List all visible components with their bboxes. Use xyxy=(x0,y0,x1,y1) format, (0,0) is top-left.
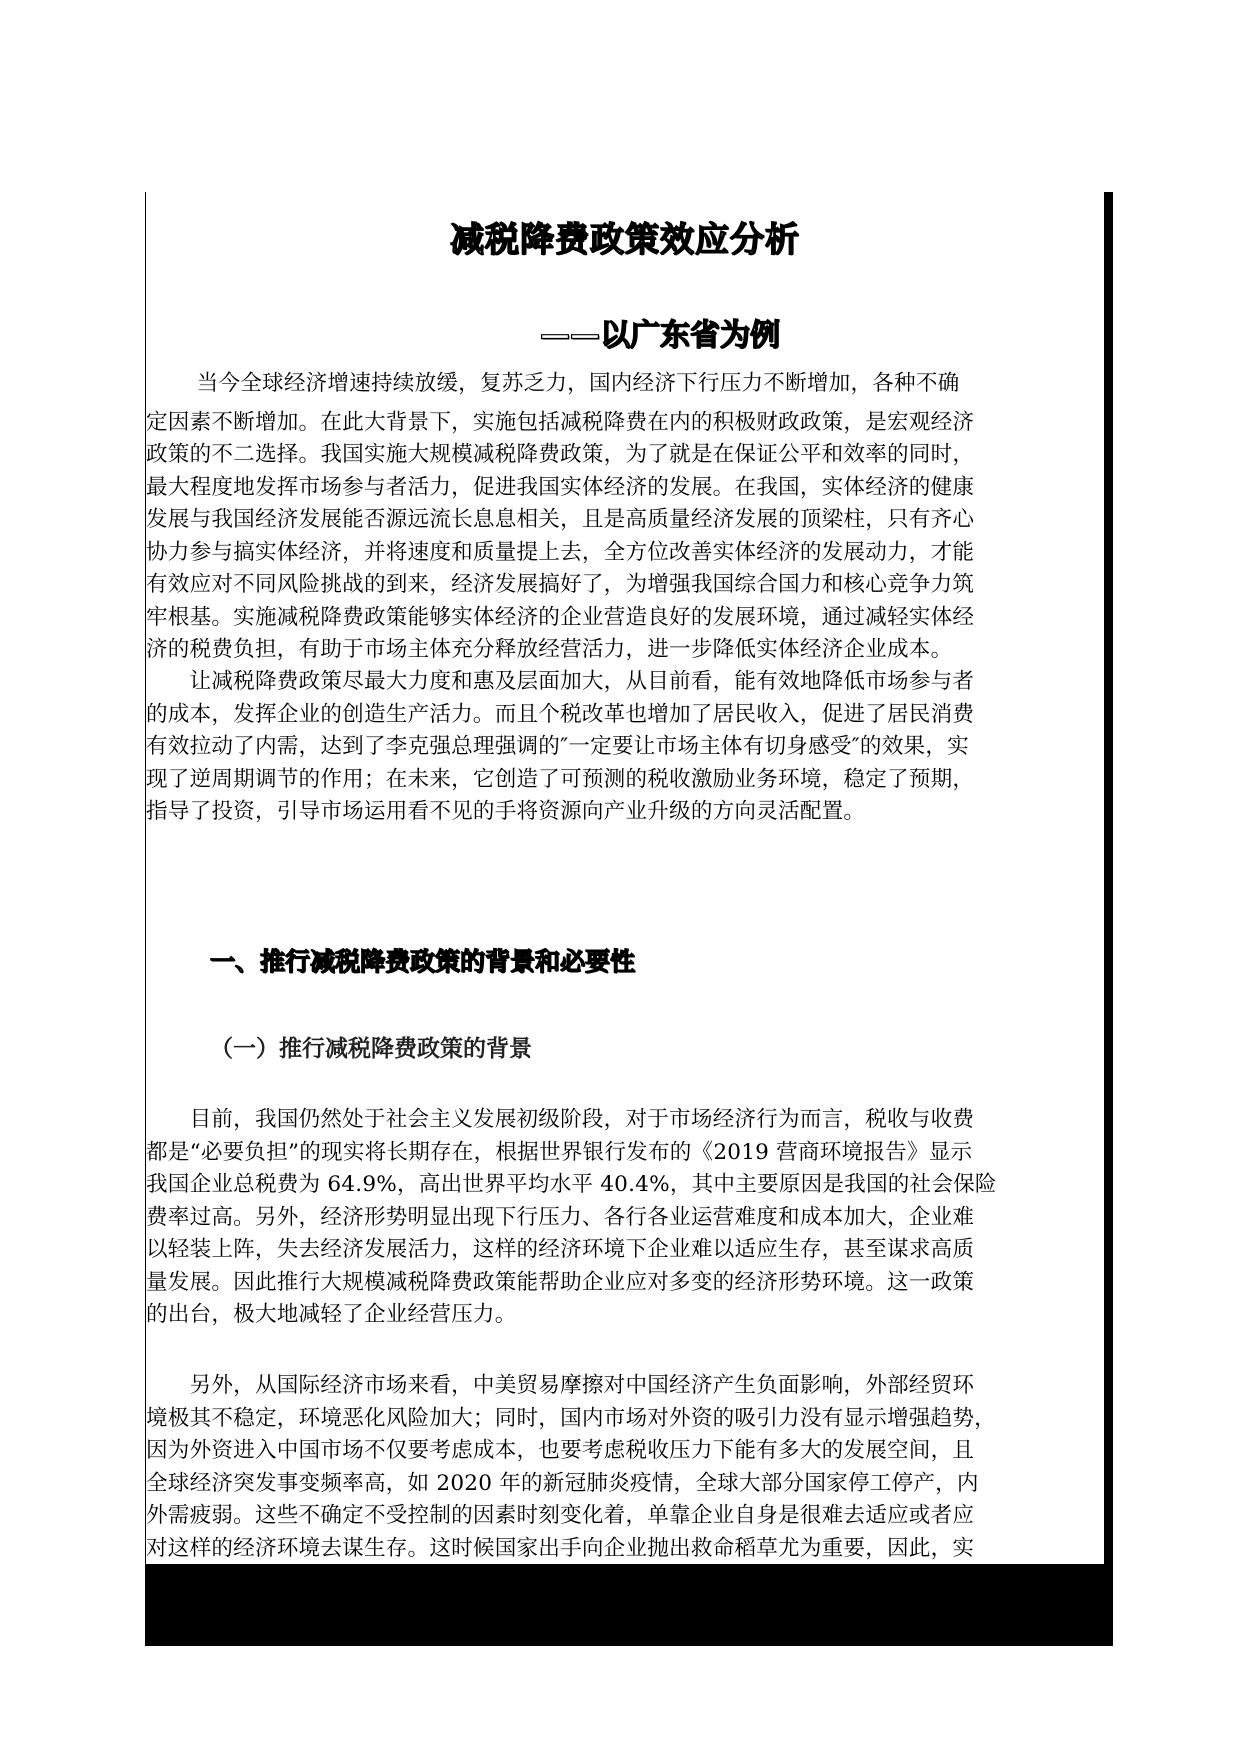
text-line: 的出台，极大地减轻了企业经营压力。 xyxy=(146,1302,517,1327)
text-line: 定因素不断增加。在此大背景下，实施包括减税降费在内的积极财政政策，是宏观经济 xyxy=(146,409,975,435)
text-line: 济的税费负担，有助于市场主体充分释放经营活力，进一步降低实体经济企业成本。 xyxy=(146,637,953,662)
text-line: 的成本，发挥企业的创造生产活力。而且个税改革也增加了居民收入，促进了居民消费 xyxy=(146,701,975,727)
text-line: 都是“必要负担”的现实将长期存在，根据世界银行发布的《2019 营商环境报告》显示 xyxy=(146,1139,973,1165)
page-bottom-redaction-block xyxy=(145,1564,1113,1646)
text-line: 发展与我国经济发展能否源远流长息息相关，且是高质量经济发展的顶梁柱，只有齐心 xyxy=(146,507,975,532)
text-line: 政策的不二选择。我国实施大规模减税降费政策，为了就是在保证公平和效率的同时， xyxy=(146,442,975,467)
text-line: 对这样的经济环境去谋生存。这时候国家出手向企业抛出救命稻草尤为重要，因此，实 xyxy=(146,1535,975,1561)
text-line: 指导了投资，引导市场运用看不见的手将资源向产业升级的方向灵活配置。 xyxy=(146,799,866,824)
text-line: 费率过高。另外，经济形势明显出现下行压力、各行各业运营难度和成本加大，企业难 xyxy=(146,1204,975,1230)
paragraph-intro xyxy=(146,368,1104,667)
text-line: 现了逆周期调节的作用；在未来，它创造了可预测的税收激励业务环境，稳定了预期， xyxy=(146,766,975,792)
text-line: 牢根基。实施减税降费政策能够实体经济的企业营造良好的发展环境，通过减轻实体经 xyxy=(146,604,975,630)
text-line: 当今全球经济增速持续放缓，复苏乏力，国内经济下行压力不断增加，各种不确 xyxy=(146,371,960,396)
text-line: 目前，我国仍然处于社会主义发展初级阶段，对于市场经济行为而言，税收与收费 xyxy=(146,1107,975,1132)
paragraph-background xyxy=(146,1104,1104,1332)
paragraph-policy-effects xyxy=(146,666,1104,829)
text-line: 有效拉动了内需，达到了李克强总理强调的″一定要让市场主体有切身感受″的效果，实 xyxy=(146,734,969,759)
text-line: 协力参与搞实体经济，并将速度和质量提上去，全方位改善实体经济的发展动力，才能 xyxy=(146,539,975,565)
text-line: 量发展。因此推行大规模减税降费政策能帮助企业应对多变的经济形势环境。这一政策 xyxy=(146,1269,975,1295)
text-line: 有效应对不同风险挑战的到来，经济发展搞好了，为增强我国综合国力和核心竞争力筑 xyxy=(146,572,975,597)
subsection-heading: （一）推行减税降费政策的背景 xyxy=(210,1036,532,1062)
text-line: 另外，从国际经济市场来看，中美贸易摩擦对中国经济产生负面影响，外部经贸环 xyxy=(146,1373,975,1398)
text-line: 我国企业总税费为 64.9%，高出世界平均水平 40.4%，其中主要原因是我国的社会保险 xyxy=(146,1172,997,1197)
text-line: 让减税降费政策尽最大力度和惠及层面加大，从目前看，能有效地降低市场参与者 xyxy=(146,669,975,694)
text-line: 境极其不稳定，环境恶化风险加大；同时，国内市场对外资的吸引力没有显示增强趋势， xyxy=(146,1405,996,1431)
section-heading: 一、推行减税降费政策的背景和必要性 xyxy=(210,947,636,976)
text-line: 因为外资进入中国市场不仅要考虑成本，也要考虑税收压力下能有多大的发展空间，且 xyxy=(146,1438,975,1463)
paragraph-international xyxy=(146,1370,1104,1565)
document-subtitle: ——以广东省为例 xyxy=(540,318,780,353)
document-title: 减税降费政策效应分析 xyxy=(450,220,800,260)
text-line: 最大程度地发挥市场参与者活力，促进我国实体经济的发展。在我国，实体经济的健康 xyxy=(146,474,975,500)
text-line: 以轻装上阵，失去经济发展活力，这样的经济环境下企业难以适应生存，甚至谋求高质 xyxy=(146,1237,975,1262)
page-right-redaction-bar xyxy=(1104,192,1113,1564)
text-line: 全球经济突发事变频率高，如 2020 年的新冠肺炎疫情，全球大部分国家停工停产，内 xyxy=(146,1470,979,1496)
text-line: 外需疲弱。这些不确定不受控制的因素时刻变化着，单靠企业自身是很难去适应或者应 xyxy=(146,1503,975,1528)
